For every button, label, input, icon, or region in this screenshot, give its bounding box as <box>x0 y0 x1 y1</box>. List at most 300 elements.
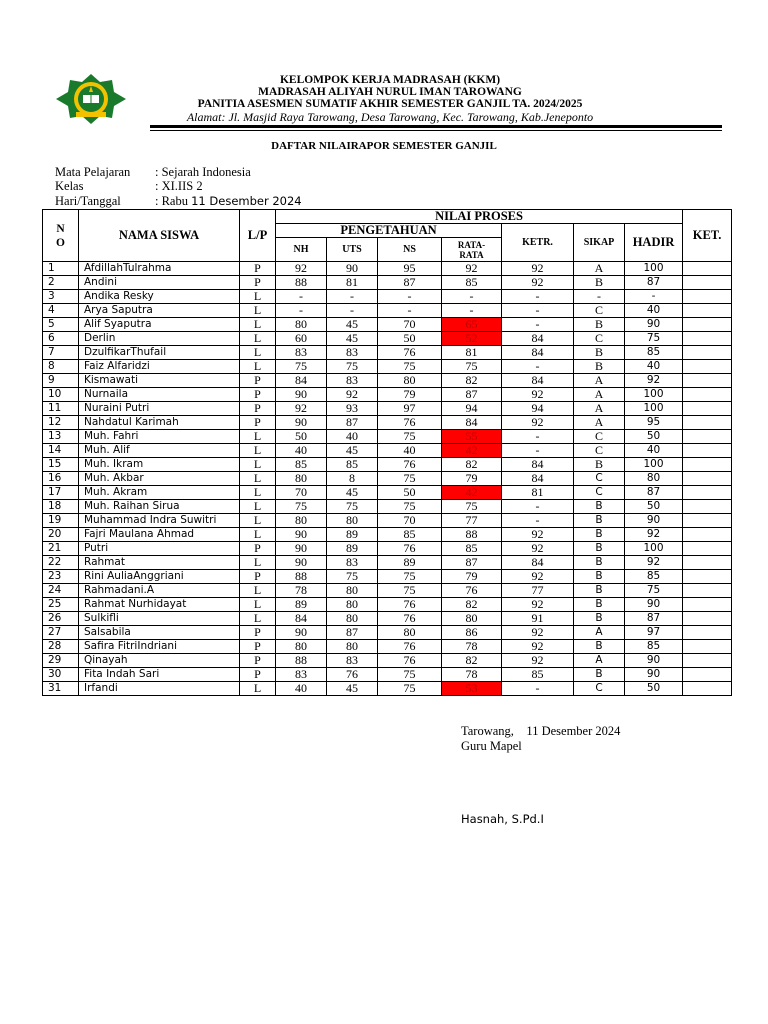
cell-hadir: 95 <box>625 416 683 430</box>
cell-sikap: A <box>574 416 625 430</box>
header-sikap: SIKAP <box>574 224 625 262</box>
header-uts: UTS <box>327 238 378 262</box>
grades-table <box>42 209 732 696</box>
cell-lp: P <box>240 542 276 556</box>
cell-ket <box>683 654 732 668</box>
cell-rata: 84 <box>442 416 502 430</box>
cell-name: Irfandi <box>79 682 240 696</box>
cell-sikap: B <box>574 346 625 360</box>
cell-sikap: B <box>574 528 625 542</box>
cell-name: Muh. Ikram <box>79 458 240 472</box>
cell-ket <box>683 486 732 500</box>
cell-name: Muh. Alif <box>79 444 240 458</box>
cell-ket <box>683 444 732 458</box>
table-row <box>43 542 732 556</box>
cell-nh: 84 <box>276 374 327 388</box>
cell-no: 7 <box>43 346 79 360</box>
cell-lp: L <box>240 444 276 458</box>
cell-no: 27 <box>43 626 79 640</box>
cell-nh: 80 <box>276 640 327 654</box>
cell-name: Kismawati <box>79 374 240 388</box>
cell-no: 21 <box>43 542 79 556</box>
cell-rata: 76 <box>442 584 502 598</box>
cell-rata: 92 <box>442 262 502 276</box>
cell-sikap: B <box>574 318 625 332</box>
cell-no: 23 <box>43 570 79 584</box>
cell-uts: 75 <box>327 570 378 584</box>
cell-hadir: 92 <box>625 374 683 388</box>
cell-name: Fajri Maulana Ahmad <box>79 528 240 542</box>
cell-rata: 87 <box>442 556 502 570</box>
document-title: DAFTAR NILAIRAPOR SEMESTER GANJIL <box>271 140 497 152</box>
cell-rata: 78 <box>442 640 502 654</box>
cell-ns: 70 <box>378 318 442 332</box>
cell-sikap: B <box>574 360 625 374</box>
cell-ket <box>683 262 732 276</box>
cell-name: AfdillahTulrahma <box>79 262 240 276</box>
cell-uts: 45 <box>327 332 378 346</box>
cell-ketr: 92 <box>502 276 574 290</box>
cell-ketr: 84 <box>502 374 574 388</box>
cell-uts: 80 <box>327 612 378 626</box>
cell-ketr: 92 <box>502 598 574 612</box>
cell-nh: 85 <box>276 458 327 472</box>
header-rata-rata: RATA- RATA <box>442 238 502 262</box>
date-prefix: : Rabu <box>155 194 192 208</box>
cell-ns: 75 <box>378 360 442 374</box>
cell-ns: 85 <box>378 528 442 542</box>
cell-hadir: 90 <box>625 514 683 528</box>
cell-name: Fita Indah Sari <box>79 668 240 682</box>
header-nilai-proses: NILAI PROSES <box>276 210 683 224</box>
cell-sikap: B <box>574 598 625 612</box>
cell-nh: 60 <box>276 332 327 346</box>
cell-ns: 70 <box>378 514 442 528</box>
cell-nh: - <box>276 290 327 304</box>
cell-name: Sulkifli <box>79 612 240 626</box>
cell-name: Putri <box>79 542 240 556</box>
cell-no: 8 <box>43 360 79 374</box>
cell-ketr: 84 <box>502 346 574 360</box>
cell-hadir: 40 <box>625 360 683 374</box>
cell-rata: 52 <box>442 332 502 346</box>
cell-uts: 85 <box>327 458 378 472</box>
header-pengetahuan: PENGETAHUAN <box>276 224 502 238</box>
cell-hadir: 75 <box>625 332 683 346</box>
table-row <box>43 304 732 318</box>
header-hadir: HADIR <box>625 224 683 262</box>
signature-name: Hasnah, S.Pd.I <box>461 812 544 826</box>
cell-ketr: - <box>502 514 574 528</box>
cell-rata: 75 <box>442 360 502 374</box>
cell-nh: 75 <box>276 360 327 374</box>
header-name: NAMA SISWA <box>79 210 240 262</box>
cell-uts: 89 <box>327 528 378 542</box>
signature-role: Guru Mapel <box>461 739 522 753</box>
cell-rata: - <box>442 290 502 304</box>
cell-lp: L <box>240 598 276 612</box>
header-ns: NS <box>378 238 442 262</box>
cell-no: 10 <box>43 388 79 402</box>
cell-hadir: 100 <box>625 262 683 276</box>
cell-ket <box>683 360 732 374</box>
cell-ketr: 92 <box>502 626 574 640</box>
cell-nh: 78 <box>276 584 327 598</box>
header-address: Alamat: Jl. Masjid Raya Tarowang, Desa Tarowang, Kec. Tarowang, Kab.Jeneponto <box>186 110 594 124</box>
table-row <box>43 402 732 416</box>
cell-lp: L <box>240 346 276 360</box>
cell-ket <box>683 640 732 654</box>
table-row <box>43 430 732 444</box>
cell-rata: - <box>442 304 502 318</box>
cell-no: 6 <box>43 332 79 346</box>
date-value: 11 Desember 2024 <box>191 194 302 208</box>
table-row <box>43 332 732 346</box>
cell-uts: 93 <box>327 402 378 416</box>
cell-name: Muh. Fahri <box>79 430 240 444</box>
cell-lp: L <box>240 430 276 444</box>
cell-no: 2 <box>43 276 79 290</box>
cell-name: Muh. Akram <box>79 486 240 500</box>
cell-no: 19 <box>43 514 79 528</box>
cell-name: Andini <box>79 276 240 290</box>
cell-lp: P <box>240 626 276 640</box>
cell-nh: 88 <box>276 570 327 584</box>
cell-lp: P <box>240 402 276 416</box>
cell-ns: 40 <box>378 444 442 458</box>
cell-no: 1 <box>43 262 79 276</box>
cell-sikap: C <box>574 430 625 444</box>
table-row <box>43 458 732 472</box>
cell-uts: 80 <box>327 640 378 654</box>
cell-ketr: 92 <box>502 262 574 276</box>
cell-lp: P <box>240 276 276 290</box>
cell-lp: L <box>240 290 276 304</box>
header-rule-thin <box>150 130 722 131</box>
cell-uts: 76 <box>327 668 378 682</box>
cell-no: 12 <box>43 416 79 430</box>
cell-uts: 90 <box>327 262 378 276</box>
header-nh: NH <box>276 238 327 262</box>
table-row <box>43 514 732 528</box>
cell-ketr: 81 <box>502 486 574 500</box>
cell-lp: P <box>240 416 276 430</box>
cell-no: 4 <box>43 304 79 318</box>
cell-hadir: 85 <box>625 570 683 584</box>
cell-ketr: 92 <box>502 416 574 430</box>
cell-sikap: A <box>574 388 625 402</box>
cell-name: Salsabila <box>79 626 240 640</box>
cell-hadir: 100 <box>625 402 683 416</box>
cell-name: Rini AuliaAnggriani <box>79 570 240 584</box>
cell-ketr: - <box>502 444 574 458</box>
cell-ns: 75 <box>378 682 442 696</box>
cell-ketr: 84 <box>502 332 574 346</box>
cell-nh: 40 <box>276 444 327 458</box>
cell-nh: 92 <box>276 262 327 276</box>
cell-ns: 80 <box>378 626 442 640</box>
table-row <box>43 654 732 668</box>
cell-name: DzulfikarThufail <box>79 346 240 360</box>
cell-ns: 76 <box>378 416 442 430</box>
cell-ket <box>683 584 732 598</box>
cell-ket <box>683 472 732 486</box>
table-row <box>43 346 732 360</box>
cell-sikap: A <box>574 626 625 640</box>
cell-ketr: - <box>502 290 574 304</box>
cell-nh: 88 <box>276 276 327 290</box>
cell-lp: L <box>240 332 276 346</box>
cell-ket <box>683 514 732 528</box>
subject-label: Mata Pelajaran <box>55 165 131 179</box>
cell-no: 13 <box>43 430 79 444</box>
cell-no: 11 <box>43 402 79 416</box>
cell-rata: 88 <box>442 528 502 542</box>
cell-rata: 82 <box>442 374 502 388</box>
cell-sikap: B <box>574 556 625 570</box>
cell-no: 14 <box>43 444 79 458</box>
cell-ketr: 85 <box>502 668 574 682</box>
cell-ns: 75 <box>378 500 442 514</box>
cell-nh: 80 <box>276 472 327 486</box>
cell-sikap: A <box>574 262 625 276</box>
cell-name: Safira FitriIndriani <box>79 640 240 654</box>
cell-ket <box>683 458 732 472</box>
cell-ns: 76 <box>378 346 442 360</box>
cell-ketr: 92 <box>502 528 574 542</box>
cell-nh: 83 <box>276 346 327 360</box>
subject-row <box>55 165 251 180</box>
cell-lp: P <box>240 654 276 668</box>
signature-place-date: Tarowang, 11 Desember 2024 <box>461 724 621 738</box>
cell-no: 3 <box>43 290 79 304</box>
cell-ket <box>683 416 732 430</box>
cell-rata: 82 <box>442 654 502 668</box>
cell-lp: L <box>240 682 276 696</box>
cell-lp: L <box>240 584 276 598</box>
cell-no: 16 <box>43 472 79 486</box>
header-line-3: PANITIA ASESMEN SUMATIF AKHIR SEMESTER GANJIL TA. 2024/2025 <box>197 98 583 110</box>
cell-rata: 53 <box>442 682 502 696</box>
cell-ketr: - <box>502 682 574 696</box>
cell-name: Rahmadani.A <box>79 584 240 598</box>
cell-uts: 8 <box>327 472 378 486</box>
cell-rata: 94 <box>442 402 502 416</box>
table-row <box>43 472 732 486</box>
cell-no: 22 <box>43 556 79 570</box>
cell-hadir: 87 <box>625 612 683 626</box>
table-row <box>43 626 732 640</box>
cell-rata: 86 <box>442 626 502 640</box>
cell-rata: 79 <box>442 570 502 584</box>
table-row <box>43 584 732 598</box>
cell-ketr: - <box>502 500 574 514</box>
cell-name: Nuraini Putri <box>79 402 240 416</box>
cell-sikap: B <box>574 584 625 598</box>
cell-nh: 90 <box>276 388 327 402</box>
cell-ketr: - <box>502 430 574 444</box>
cell-uts: 83 <box>327 374 378 388</box>
cell-hadir: - <box>625 290 683 304</box>
cell-hadir: 92 <box>625 556 683 570</box>
cell-ketr: - <box>502 360 574 374</box>
cell-name: Qinayah <box>79 654 240 668</box>
cell-ket <box>683 682 732 696</box>
cell-sikap: A <box>574 402 625 416</box>
cell-uts: 45 <box>327 444 378 458</box>
cell-uts: 89 <box>327 542 378 556</box>
cell-ns: 75 <box>378 430 442 444</box>
cell-nh: 70 <box>276 486 327 500</box>
cell-no: 31 <box>43 682 79 696</box>
cell-name: Nurnaila <box>79 388 240 402</box>
cell-sikap: A <box>574 654 625 668</box>
cell-ns: 50 <box>378 332 442 346</box>
cell-sikap: B <box>574 458 625 472</box>
cell-ket <box>683 332 732 346</box>
cell-nh: 92 <box>276 402 327 416</box>
cell-nh: 88 <box>276 654 327 668</box>
table-row <box>43 668 732 682</box>
cell-lp: L <box>240 556 276 570</box>
cell-name: Faiz Alfaridzi <box>79 360 240 374</box>
cell-ket <box>683 570 732 584</box>
table-row <box>43 360 732 374</box>
cell-hadir: 50 <box>625 500 683 514</box>
cell-sikap: C <box>574 304 625 318</box>
cell-name: Derlin <box>79 332 240 346</box>
cell-name: Muh. Raihan Sirua <box>79 500 240 514</box>
cell-ns: 76 <box>378 542 442 556</box>
cell-uts: 92 <box>327 388 378 402</box>
cell-hadir: 40 <box>625 444 683 458</box>
cell-ketr: 84 <box>502 472 574 486</box>
cell-no: 15 <box>43 458 79 472</box>
cell-sikap: C <box>574 332 625 346</box>
cell-ns: 75 <box>378 584 442 598</box>
cell-ketr: 77 <box>502 584 574 598</box>
cell-nh: 90 <box>276 556 327 570</box>
cell-sikap: B <box>574 570 625 584</box>
table-row <box>43 500 732 514</box>
cell-ketr: 92 <box>502 654 574 668</box>
cell-nh: 80 <box>276 318 327 332</box>
cell-uts: 75 <box>327 360 378 374</box>
cell-lp: L <box>240 472 276 486</box>
cell-sikap: B <box>574 542 625 556</box>
cell-ket <box>683 528 732 542</box>
cell-ket <box>683 500 732 514</box>
cell-uts: 45 <box>327 318 378 332</box>
cell-lp: L <box>240 514 276 528</box>
cell-rata: 75 <box>442 500 502 514</box>
header-ketr: KETR. <box>502 224 574 262</box>
cell-ket <box>683 612 732 626</box>
cell-uts: 80 <box>327 514 378 528</box>
cell-hadir: 90 <box>625 654 683 668</box>
cell-uts: 75 <box>327 500 378 514</box>
cell-ket <box>683 556 732 570</box>
cell-hadir: 50 <box>625 430 683 444</box>
cell-name: Muh. Akbar <box>79 472 240 486</box>
header-ket: KET. <box>683 210 732 262</box>
cell-lp: P <box>240 374 276 388</box>
cell-nh: 89 <box>276 598 327 612</box>
cell-no: 29 <box>43 654 79 668</box>
cell-ns: 75 <box>378 570 442 584</box>
cell-ket <box>683 304 732 318</box>
cell-lp: L <box>240 304 276 318</box>
cell-rata: 79 <box>442 472 502 486</box>
cell-rata: 85 <box>442 542 502 556</box>
cell-ns: 79 <box>378 388 442 402</box>
cell-no: 18 <box>43 500 79 514</box>
cell-nh: 84 <box>276 612 327 626</box>
cell-rata: 55 <box>442 430 502 444</box>
cell-hadir: 75 <box>625 584 683 598</box>
cell-ns: 76 <box>378 598 442 612</box>
cell-sikap: C <box>574 444 625 458</box>
cell-hadir: 97 <box>625 626 683 640</box>
date-row <box>55 194 302 209</box>
cell-rata: 80 <box>442 612 502 626</box>
cell-lp: P <box>240 262 276 276</box>
cell-nh: 75 <box>276 500 327 514</box>
table-row <box>43 290 732 304</box>
cell-sikap: B <box>574 668 625 682</box>
cell-ns: 75 <box>378 668 442 682</box>
cell-nh: 50 <box>276 430 327 444</box>
table-row <box>43 262 732 276</box>
cell-ns: 76 <box>378 458 442 472</box>
cell-rata: 82 <box>442 598 502 612</box>
cell-ns: - <box>378 290 442 304</box>
cell-rata: 42 <box>442 486 502 500</box>
cell-no: 24 <box>43 584 79 598</box>
cell-hadir: 100 <box>625 458 683 472</box>
cell-ketr: 92 <box>502 570 574 584</box>
cell-uts: 83 <box>327 346 378 360</box>
class-row <box>55 179 203 194</box>
cell-ket <box>683 276 732 290</box>
table-row <box>43 612 732 626</box>
cell-uts: 87 <box>327 626 378 640</box>
cell-no: 5 <box>43 318 79 332</box>
cell-no: 17 <box>43 486 79 500</box>
table-row <box>43 570 732 584</box>
cell-ket <box>683 430 732 444</box>
cell-nh: 90 <box>276 626 327 640</box>
cell-sikap: B <box>574 514 625 528</box>
table-row <box>43 640 732 654</box>
cell-hadir: 90 <box>625 318 683 332</box>
cell-ketr: 92 <box>502 542 574 556</box>
kemenag-logo-icon <box>52 72 130 126</box>
cell-ketr: 91 <box>502 612 574 626</box>
cell-ket <box>683 318 732 332</box>
cell-ketr: - <box>502 304 574 318</box>
cell-sikap: C <box>574 472 625 486</box>
cell-ketr: 92 <box>502 640 574 654</box>
cell-ket <box>683 598 732 612</box>
subject-value: : Sejarah Indonesia <box>155 165 251 179</box>
cell-rata: 78 <box>442 668 502 682</box>
cell-ns: 76 <box>378 654 442 668</box>
cell-lp: L <box>240 318 276 332</box>
cell-ns: 95 <box>378 262 442 276</box>
cell-nh: 90 <box>276 528 327 542</box>
table-row <box>43 444 732 458</box>
